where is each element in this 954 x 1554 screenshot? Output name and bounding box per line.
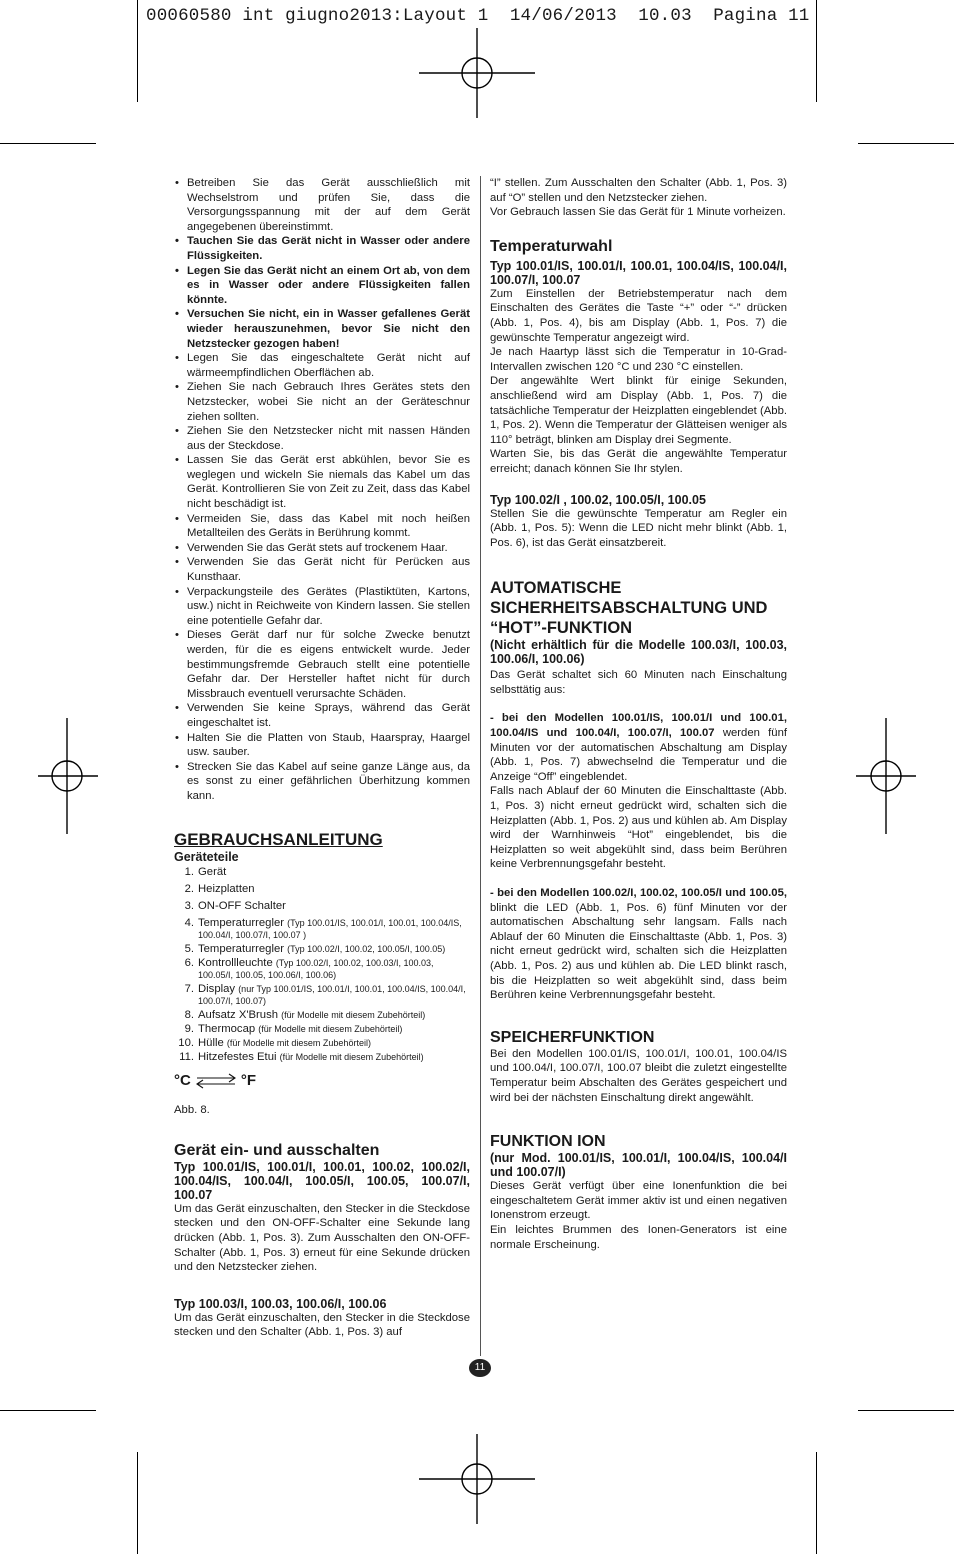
page-number: 11 xyxy=(469,1359,491,1377)
paragraph: Falls nach Ablauf der 60 Minuten die Einschalttaste (Abb. 1, Pos. 3) nicht erneut gedrückt wird, schalten sich die Heizplatten (Abb. 1, Pos. 2) aus und kühlen ab. Am Display wird der Warnhinweis “Hot” eingeblendet, bis die Heizplatten so weit abgekühlt sind, dass beim Berühren keine Verbrennungsgefahr besteht. xyxy=(490,785,787,871)
part-label: Temperaturregler xyxy=(198,917,285,930)
bullet-item: • Strecken Sie das Kabel auf seine ganze Länge aus, da es sonst zu einer gefährlichen Überhitzung kommen kann. xyxy=(174,760,470,804)
models-inline-label: - bei den Modellen 100.01/IS, 100.01/I und 100.01, 100.04/IS und 100.04/I, 100.07/I, 100.07 xyxy=(490,712,787,740)
part-item xyxy=(178,1037,470,1049)
part-item xyxy=(178,864,470,881)
part-note: (für Modelle mit diesem Zubehörteil) xyxy=(279,1052,424,1063)
part-number: 11. xyxy=(179,1051,194,1064)
paragraph: Stellen Sie die gewünschte Temperatur am Regler ein (Abb. 1, Pos. 5): Wenn die LED nicht mehr blinkt (Abb. 1, Pos. 6), ist das Gerät einsatzbereit. xyxy=(490,507,787,549)
paragraph: Vor Gebrauch lassen Sie das Gerät für 1 Minute vorheizen. xyxy=(490,206,786,219)
registration-mark-left xyxy=(38,718,98,834)
paragraph: Warten Sie, bis das Gerät die angewählte Temperatur erreicht; danach können Sie Ihr stylen. xyxy=(490,448,787,475)
part-number: 6. xyxy=(184,957,194,970)
paragraph: Zum Einstellen der Betriebstemperatur nach dem Einschalten des Gerätes die Taste “+” oder “-” drücken (Abb. 1, Pos. 4), bis am Display (Abb. 1, Pos. 7) die gewünschte Temperatur angezeigt wird. xyxy=(490,287,787,344)
paragraph: Dieses Gerät verfügt über eine Ionenfunktion die bei eingeschaltetem Gerät immer aktiv ist und einen negativen Ionenstrom erzeugt. xyxy=(490,1180,787,1222)
bullet-item: • Legen Sie das Gerät nicht an einem Ort ab, von dem es in Wasser oder andere Flüssigkeiten fallen könnte. xyxy=(174,264,470,308)
part-item xyxy=(178,1023,470,1035)
part-item xyxy=(178,1009,470,1021)
crop-mark xyxy=(816,0,817,102)
safety-bullet-list xyxy=(174,176,470,804)
part-number: 1. xyxy=(184,866,194,879)
part-label: Thermocap xyxy=(198,1023,256,1036)
left-column xyxy=(174,176,470,1340)
part-number: 5. xyxy=(184,943,194,956)
part-number: 2. xyxy=(184,883,194,896)
part-note: (Typ 100.01/IS, 100.01/I, 100.01, 100.04/IS, 100.04/I, 100.07/I, 100.07 ) xyxy=(198,918,462,941)
type-models-label: Typ 100.03/I, 100.03, 100.06/I, 100.06 xyxy=(174,1296,387,1311)
type-models-label: Typ 100.01/IS, 100.01/I, 100.01, 100.04/IS, 100.04/I, 100.07/I, 100.07 xyxy=(490,258,787,287)
models-note: (Nicht erhältlich für die Modelle 100.03/I, 100.03, 100.06/I, 100.06) xyxy=(490,638,787,667)
paragraph: Je nach Haartyp lässt sich die Temperatur in 10-Grad-Intervallen zwischen 120 °C und 230 °C einstellen. xyxy=(490,346,787,373)
paragraph: Ein leichtes Brummen des Ionen-Generators ist eine normale Erscheinung. xyxy=(490,1223,787,1251)
part-note: (Typ 100.02/I, 100.02, 100.05/I, 100.05) xyxy=(287,944,446,955)
paragraph xyxy=(490,886,787,1003)
crop-mark xyxy=(816,1452,817,1554)
part-item xyxy=(178,943,470,955)
part-item xyxy=(178,881,470,898)
part-label: Temperaturregler xyxy=(198,943,285,956)
bullet-item: • Verpackungsteile des Gerätes (Plastiktüten, Kartons, usw.) nicht in Reichweite von Kindern lassen. Sie stellen eine potentielle Gefahr dar. xyxy=(174,585,470,629)
bullet-item: • Lassen Sie das Gerät erst abkühlen, bevor Sie es weglegen und wickeln Sie niemals das Kabel um das Gerät. Kontrollieren Sie von Zeit zu Zeit, dass das Kabel nicht beschädigt ist. xyxy=(174,453,470,511)
type-models-label: Typ 100.02/I , 100.02, 100.05/I, 100.05 xyxy=(490,492,706,507)
registration-mark-right xyxy=(856,718,916,834)
crop-mark xyxy=(858,1410,954,1411)
registration-mark-top xyxy=(419,28,535,118)
double-arrow-icon xyxy=(193,1072,239,1090)
paragraph: Um das Gerät einzuschalten, den Stecker in die Steckdose stecken und den Schalter (Abb. 1, Pos. 3) auf xyxy=(174,1311,470,1339)
part-item xyxy=(178,983,470,1007)
temperature-unit-symbol xyxy=(174,1069,470,1093)
part-label: Aufsatz X'Brush xyxy=(198,1009,279,1022)
gebrauchsanleitung-heading: GEBRAUCHSANLEITUNG xyxy=(174,829,383,849)
parts-list xyxy=(178,864,470,1063)
registration-mark-bottom xyxy=(419,1434,535,1524)
part-number: 7. xyxy=(184,983,194,996)
crop-mark xyxy=(858,143,954,144)
crop-mark xyxy=(0,143,96,144)
paragraph: Der angewählte Wert blinkt für einige Sekunden, anschließend wird am Display (Abb. 1, Pos. 7) die tatsächliche Temperatur der Heizplatten eingeblendet (Abb. 1, Pos. 2). Wenn die Temperatur der Glätteisen weniger als 110° beträgt, blinken am Display drei Segmente. xyxy=(490,375,787,446)
geraeteteile-heading: Geräteteile xyxy=(174,849,239,864)
figure-caption: Abb. 8. xyxy=(174,1104,210,1117)
models-note: (nur Mod. 100.01/IS, 100.01/I, 100.04/IS, 100.04/I und 100.07/I) xyxy=(490,1151,787,1180)
funktion-ion-heading: FUNKTION ION xyxy=(490,1133,606,1151)
part-number: 9. xyxy=(184,1023,194,1036)
part-item xyxy=(178,917,470,941)
part-number: 10. xyxy=(178,1037,194,1050)
inline-text: blinkt die LED (Abb. 1, Pos. 6) fünf Minuten vor der automatischen Abschaltung sehr langsam. Falls nach Ablauf der 60 Minuten die Einschalttaste (Abb. 1, Pos. 3) nicht erneut gedrückt wird, schalten sich die Heizplatten (Abb. 1, Pos. 2) aus und kühlen ab. Die LED blinkt rasch, bis die Heizplatten so weit abgekühlt sind, dass beim Berühren keine Verbrennungsgefahr besteht. xyxy=(490,901,787,1002)
fahrenheit-label: °F xyxy=(240,1071,257,1089)
speicherfunktion-heading: SPEICHERFUNKTION xyxy=(490,1028,655,1046)
paragraph: Das Gerät schaltet sich 60 Minuten nach Einschaltung selbsttätig aus: xyxy=(490,669,787,696)
part-note: (Typ 100.02/I, 100.02, 100.03/I, 100.03, 100.05/I, 100.05, 100.06/I, 100.06) xyxy=(198,958,434,981)
part-label: ON-OFF Schalter xyxy=(198,900,286,913)
bullet-item: • Legen Sie das eingeschaltete Gerät nicht auf wärmeempfindlichen Oberflächen ab. xyxy=(174,351,470,380)
part-number: 3. xyxy=(184,900,194,913)
part-label: Display xyxy=(198,983,236,996)
bullet-item: • Vermeiden Sie, dass das Kabel mit noch heißen Metallteilen des Geräts in Berührung kommt. xyxy=(174,512,470,541)
part-label: Hitzefestes Etui xyxy=(198,1051,277,1064)
part-label: Heizplatten xyxy=(198,883,255,896)
temperaturwahl-heading: Temperaturwahl xyxy=(490,237,613,255)
crop-mark xyxy=(137,0,138,102)
part-item xyxy=(178,957,470,981)
bullet-item: • Verwenden Sie keine Sprays, während das Gerät eingeschaltet ist. xyxy=(174,701,470,730)
bullet-item: • Dieses Gerät darf nur für solche Zwecke benutzt werden, für die es eigens entwickelt wurde. Jeder bestimmungsfremde Gebrauch stellt eine potentielle Gefahr dar. Der Hersteller haftet nicht für durch Missbrauch eventuell verursachte Schäden. xyxy=(174,628,470,701)
bullet-item: • Tauchen Sie das Gerät nicht in Wasser oder andere Flüssigkeiten. xyxy=(174,234,470,263)
bullet-item: • Ziehen Sie nach Gebrauch Ihres Gerätes stets den Netzstecker, wobei Sie nicht an der Geräteschnur ziehen sollten. xyxy=(174,380,470,424)
type-models-label: Typ 100.01/IS, 100.01/I, 100.01, 100.02, 100.02/I, 100.04/IS, 100.04/I, 100.05/I, 100.05, 100.07/I, 100.07 xyxy=(174,1159,470,1202)
part-note: (nur Typ 100.01/IS, 100.01/I, 100.01, 100.04/IS, 100.04/I, 100.07/I, 100.07) xyxy=(198,984,466,1007)
paragraph: Bei den Modellen 100.01/IS, 100.01/I, 100.01, 100.04/IS und 100.04/I, 100.07/I, 100.07 bleibt die zuletzt eingestellte Temperatur beim Abschalten des Gerätes gespeichert und wird bei der nächsten Einschaltung direkt angewählt. xyxy=(490,1047,787,1104)
column-divider xyxy=(480,176,481,1356)
bullet-item: • Halten Sie die Platten von Staub, Haarspray, Haargel usw. sauber. xyxy=(174,731,470,760)
crop-mark xyxy=(0,1410,96,1411)
part-item xyxy=(178,898,470,915)
paragraph: Um das Gerät einzuschalten, den Stecker in die Steckdose stecken und den ON-OFF-Schalter eine Sekunde lang drücken (Abb. 1, Pos. 3). Zum Ausschalten den ON-OFF-Schalter (Abb. 1, Pos. 3) erneut für eine Sekunde drücken und den Netzstecker ziehen. xyxy=(174,1202,470,1274)
inline-text: werden fünf Minuten vor der automatischen Abschaltung am Display (Abb. 1, Pos. 7) abwechselnd die Temperatur und die Anzeige “Off” eingeblendet. xyxy=(490,727,787,783)
bullet-item: • Betreiben Sie das Gerät ausschließlich mit Wechselstrom und prüfen Sie, dass die Versorgungsspannung mit der auf dem Gerät angegebenen übereinstimmt. xyxy=(174,176,470,234)
part-number: 4. xyxy=(184,917,194,930)
bullet-item: • Verwenden Sie das Gerät nicht für Perücken aus Kunsthaar. xyxy=(174,555,470,584)
part-label: Gerät xyxy=(198,866,227,879)
sicherheitsabschaltung-heading: AUTOMATISCHE SICHERHEITSABSCHALTUNG UND “HOT”-FUNKTION xyxy=(490,579,768,638)
crop-mark xyxy=(137,1452,138,1554)
bullet-item: • Ziehen Sie den Netzstecker nicht mit nassen Händen aus der Steckdose. xyxy=(174,424,470,453)
paragraph: “I” stellen. Zum Ausschalten den Schalter (Abb. 1, Pos. 3) auf “O” stellen und den Netzstecker ziehen. xyxy=(490,177,787,204)
part-number: 8. xyxy=(184,1009,194,1022)
bullet-item: • Verwenden Sie das Gerät stets auf trockenem Haar. xyxy=(174,541,470,556)
part-label: Hülle xyxy=(198,1037,224,1050)
right-column xyxy=(490,176,787,1252)
part-item xyxy=(178,1051,470,1063)
models-inline-label: - bei den Modellen 100.02/I, 100.02, 100.05/I und 100.05, xyxy=(490,887,787,899)
part-note: (für Modelle mit diesem Zubehörteil) xyxy=(258,1024,403,1035)
part-label: Kontrollleuchte xyxy=(198,957,273,970)
paragraph xyxy=(490,711,787,784)
part-note: (für Modelle mit diesem Zubehörteil) xyxy=(226,1038,371,1049)
part-note: (für Modelle mit diesem Zubehörteil) xyxy=(281,1010,426,1021)
bullet-item: • Versuchen Sie nicht, ein in Wasser gefallenes Gerät wieder herauszunehmen, bevor Sie nicht den Netzstecker gezogen haben! xyxy=(174,307,470,351)
print-slug-header: 00060580 int giugno2013:Layout 1 14/06/2013 10.03 Pagina 11 xyxy=(146,6,810,26)
ein-ausschalten-heading: Gerät ein- und ausschalten xyxy=(174,1141,380,1159)
celsius-label: °C xyxy=(174,1071,191,1089)
